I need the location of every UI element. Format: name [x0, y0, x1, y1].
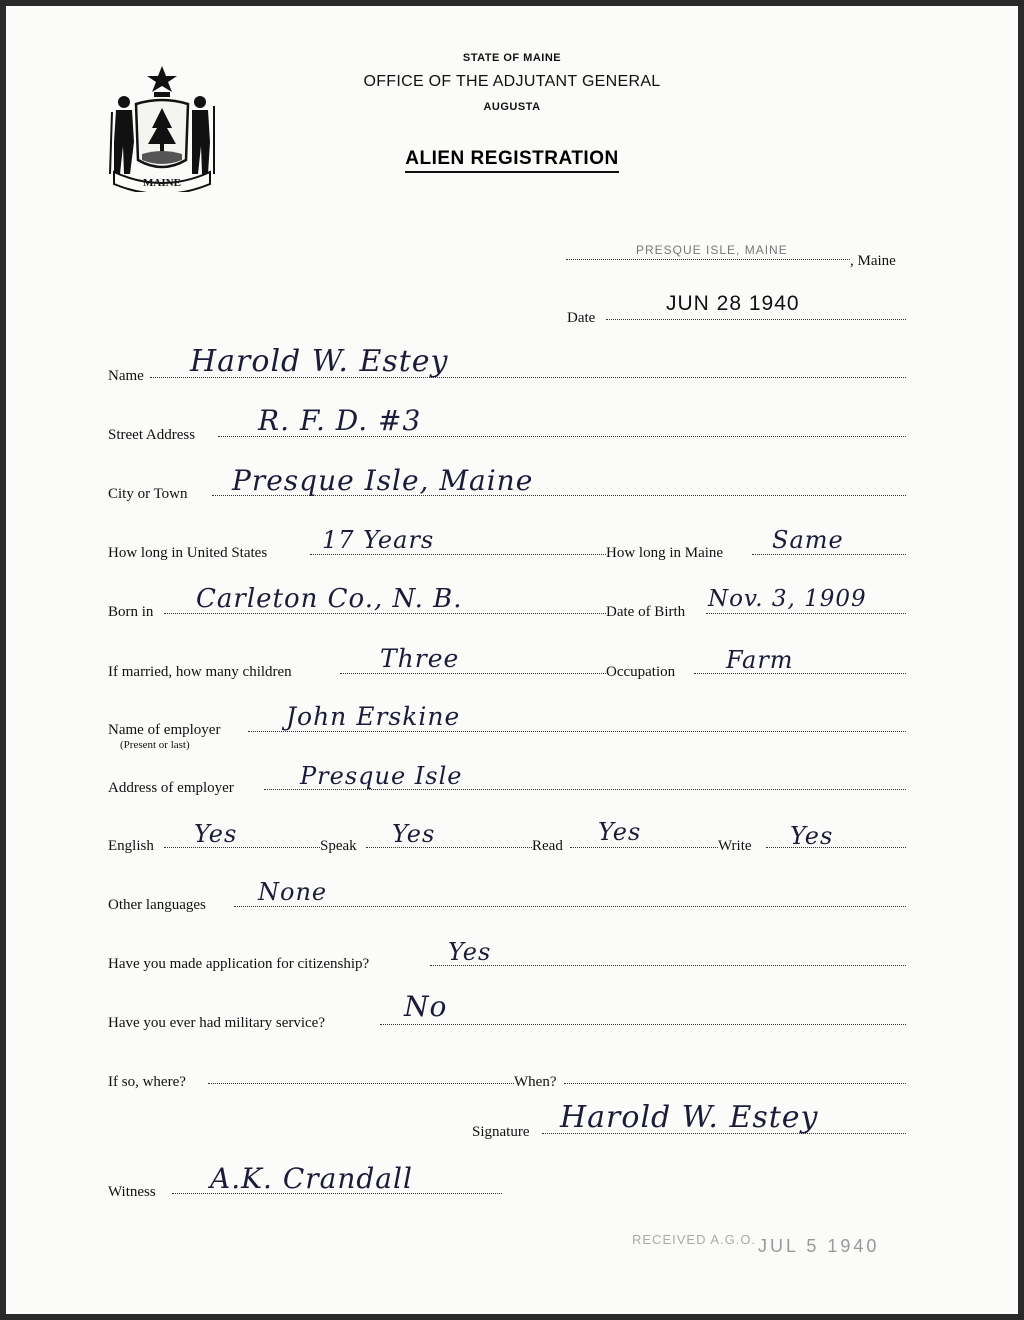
maine-time-value: Same: [772, 526, 844, 554]
when-label: When?: [514, 1074, 557, 1090]
other-languages-label: Other languages: [108, 897, 206, 913]
speak-label: Speak: [320, 838, 357, 854]
citizenship-line: [430, 965, 906, 966]
form-page: [6, 6, 1018, 1314]
employer-address-value: Presque Isle: [300, 762, 463, 790]
place-line: [566, 259, 850, 260]
date-label: Date: [567, 310, 596, 326]
place-stamp: PRESQUE ISLE, MAINE: [636, 243, 788, 257]
speak-value: Yes: [392, 820, 436, 848]
us-time-line: [310, 554, 606, 555]
seal-lettering: MAINE: [143, 177, 181, 189]
us-time-value: 17 Years: [322, 526, 435, 554]
when-line: [564, 1083, 906, 1084]
read-label: Read: [532, 838, 563, 854]
street-value: R. F. D. #3: [258, 404, 422, 437]
children-label: If married, how many children: [108, 664, 292, 680]
military-line: [380, 1024, 906, 1025]
born-in-label: Born in: [108, 604, 154, 620]
employer-label: Name of employer: [108, 722, 221, 738]
speak-line: [366, 847, 532, 848]
write-label: Write: [718, 838, 752, 854]
signature-value: Harold W. Estey: [560, 1100, 819, 1135]
write-value: Yes: [790, 822, 834, 850]
occupation-label: Occupation: [606, 664, 676, 680]
other-languages-line: [234, 906, 906, 907]
form-title: ALIEN REGISTRATION: [0, 148, 1024, 170]
military-label: Have you ever had military service?: [108, 1015, 325, 1031]
date-stamp: JUN 28 1940: [666, 292, 800, 315]
english-line: [164, 847, 320, 848]
employer-address-label: Address of employer: [108, 780, 234, 796]
read-line: [570, 847, 718, 848]
where-line: [208, 1083, 514, 1084]
english-value: Yes: [194, 820, 238, 848]
maine-time-line: [752, 554, 906, 555]
city-value: Presque Isle, Maine: [232, 464, 534, 497]
header-city: AUGUSTA: [483, 101, 541, 113]
children-line: [340, 673, 606, 674]
where-label: If so, where?: [108, 1074, 186, 1090]
name-value: Harold W. Estey: [190, 344, 449, 379]
dob-label: Date of Birth: [606, 604, 686, 620]
read-value: Yes: [598, 818, 642, 846]
header-office: OFFICE OF THE ADJUTANT GENERAL: [363, 73, 661, 90]
employer-value: John Erskine: [286, 702, 461, 731]
city-label: City or Town: [108, 486, 188, 502]
maine-time-label: How long in Maine: [606, 545, 724, 561]
military-value: No: [404, 990, 448, 1023]
born-in-value: Carleton Co., N. B.: [196, 584, 463, 614]
citizenship-label: Have you made application for citizenship?: [108, 956, 370, 972]
write-line: [766, 847, 906, 848]
signature-label: Signature: [472, 1124, 530, 1140]
occupation-value: Farm: [726, 646, 794, 674]
citizenship-value: Yes: [448, 938, 492, 966]
date-line: [606, 319, 906, 320]
place-suffix: , Maine: [850, 253, 896, 269]
received-stamp-date: JUL 5 1940: [758, 1236, 880, 1256]
children-value: Three: [380, 644, 460, 673]
received-stamp-prefix: RECEIVED A.G.O.: [632, 1232, 757, 1247]
us-time-label: How long in United States: [108, 545, 268, 561]
street-label: Street Address: [108, 427, 196, 443]
english-label: English: [108, 838, 154, 854]
witness-value: A.K. Crandall: [210, 1162, 413, 1195]
employer-sublabel: (Present or last): [120, 739, 190, 751]
name-label: Name: [108, 368, 144, 384]
other-languages-value: None: [258, 878, 328, 906]
dob-value: Nov. 3, 1909: [708, 586, 867, 612]
employer-line: [248, 731, 906, 732]
witness-label: Witness: [108, 1184, 156, 1200]
dob-line: [706, 613, 906, 614]
header-state: STATE OF MAINE: [462, 52, 562, 64]
